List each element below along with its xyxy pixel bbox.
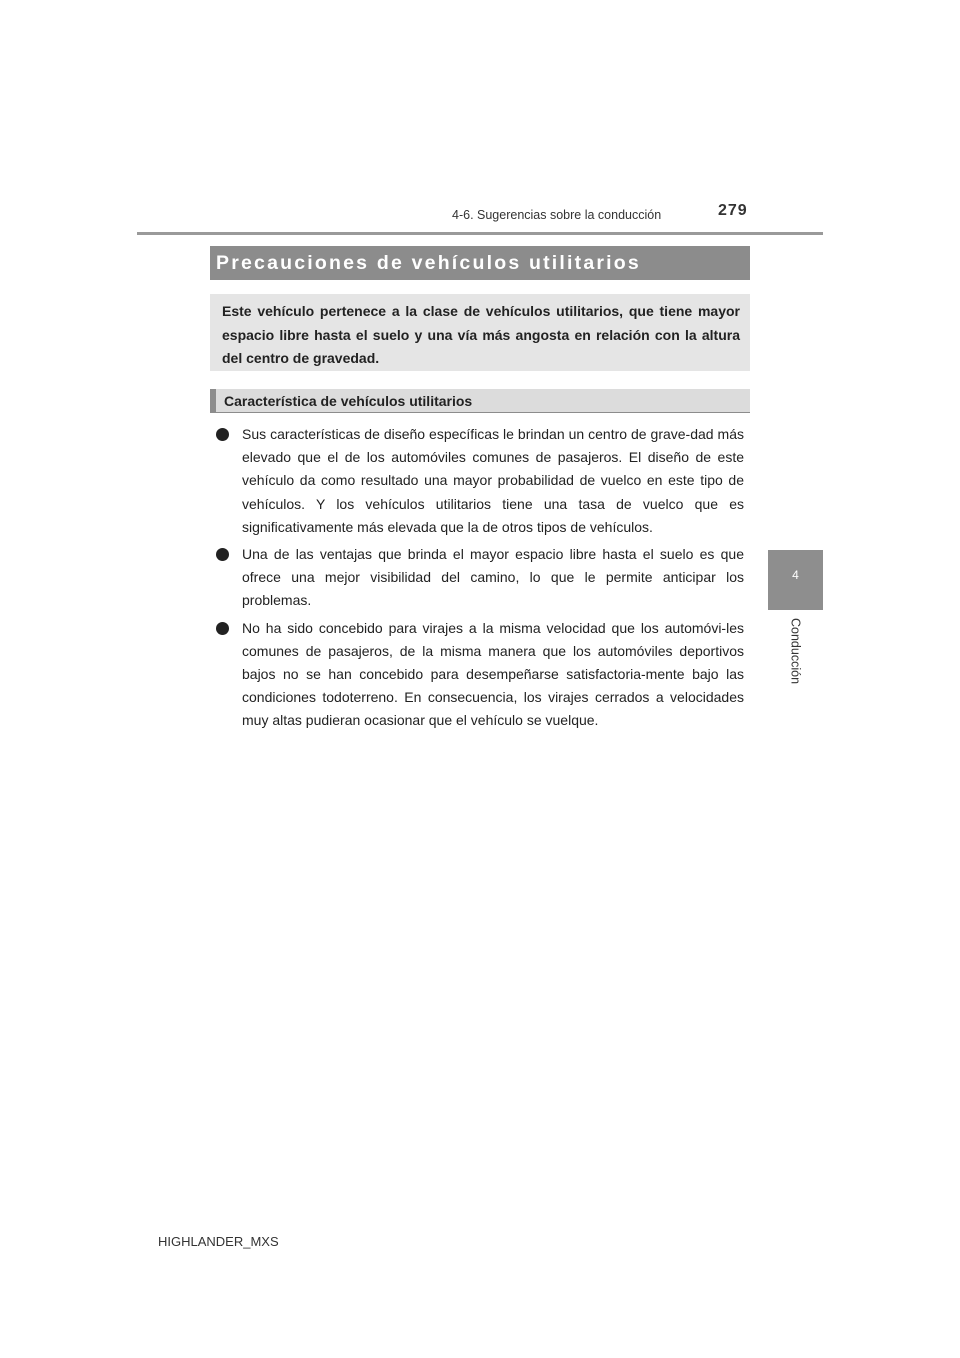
- list-item-text: Sus características de diseño específicas le brindan un centro de grave-dad más elevado que el de los automóviles comunes de pasajeros. El diseño de este vehículo da como resultado una mayor probabilidad de vuelco en este tipo de vehículos. Y los vehículos utilitarios tiene una tasa de vuelco que es significativamente más elevada que la de otros tipos de vehículos.: [242, 426, 744, 535]
- bullet-icon: [216, 428, 229, 441]
- list-item: [214, 543, 744, 613]
- section-title: Precauciones de vehículos utilitarios: [210, 246, 750, 280]
- chapter-number: 4: [792, 568, 799, 582]
- list-item-text: Una de las ventajas que brinda el mayor espacio libre hasta el suelo es que ofrece una mejor visibilidad del camino, lo que le permite anticipar los problemas.: [242, 546, 744, 609]
- chapter-label: Conducción: [788, 618, 803, 685]
- footer-model-code: HIGHLANDER_MXS: [158, 1234, 279, 1249]
- header-section-title: 4-6. Sugerencias sobre la conducción: [452, 208, 662, 222]
- list-item: [214, 617, 744, 733]
- bullet-icon: [216, 548, 229, 561]
- list-item-text: No ha sido concebido para virajes a la misma velocidad que los automóvi-les comunes de pasajeros, de la misma manera que los automóviles deportivos bajos no se han concebido para desempeñarse satisfactoria-mente bajo las condiciones todoterreno. En consecuencia, los virajes cerrados a velocidades muy altas pudieran ocasionar que el vehículo se vuelque.: [242, 619, 744, 729]
- header-divider: [137, 232, 823, 235]
- intro-box: Este vehículo pertenece a la clase de vehículos utilitarios, que tiene mayor espacio libre hasta el suelo y una vía más angosta en relación con la altura del centro de gravedad.: [210, 294, 750, 371]
- bullet-list: [214, 423, 744, 737]
- chapter-label-container: [768, 610, 823, 750]
- page-number: 279: [718, 202, 748, 219]
- bullet-icon: [216, 622, 229, 635]
- list-item: [214, 423, 744, 539]
- subsection-heading: Característica de vehículos utilitarios: [210, 389, 750, 413]
